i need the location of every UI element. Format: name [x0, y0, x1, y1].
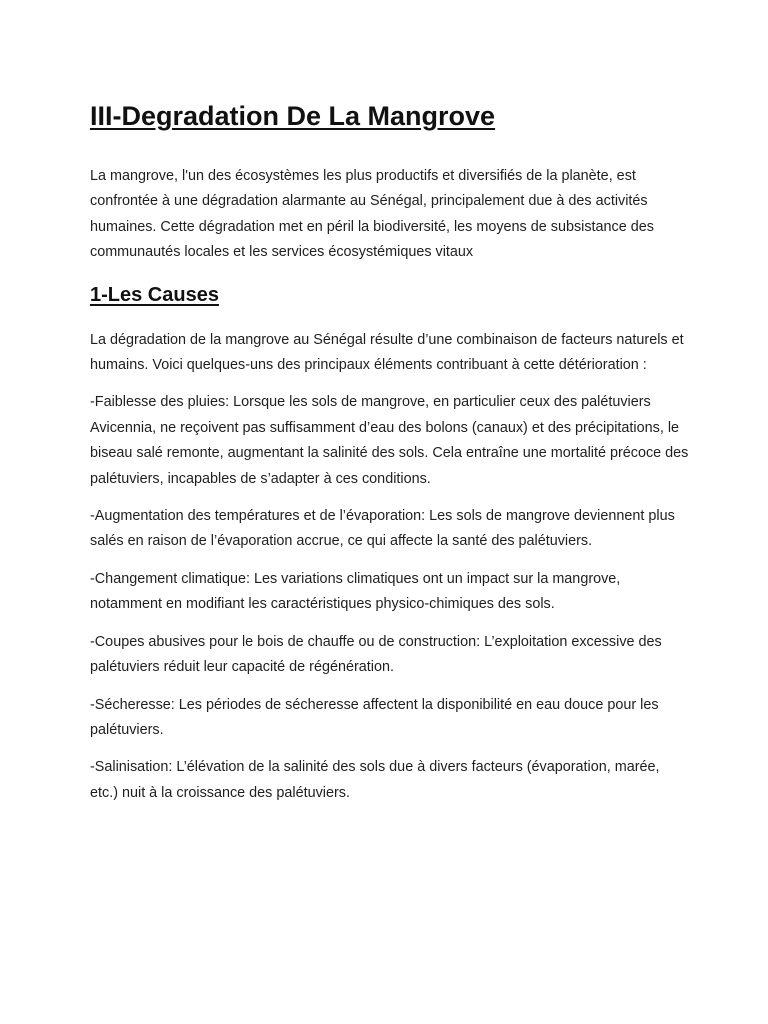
cause-rainfall-paragraph: -Faiblesse des pluies: Lorsque les sols de mangrove, en particulier ceux des palétuviers Avicennia, ne reçoivent pas suffisamment d’eau des bolons (canaux) et des précipitations, le biseau salé remonte, augmentant la salinité des sols. Cela entraîne une mortalité précoce des palétuviers, incapables de s’adapter à ces conditions.	[90, 394, 689, 487]
document-page	[90, 96, 690, 818]
cause-temperature-paragraph: -Augmentation des températures et de l’évaporation: Les sols de mangrove deviennent plus salés en raison de l’évaporation accrue, ce qui affecte la santé des palétuviers.	[90, 508, 675, 550]
cause-drought-paragraph: -Sécheresse: Les périodes de sécheresse affectent la disponibilité en eau douce pour les palétuviers.	[90, 696, 659, 738]
section-heading-causes: 1-Les Causes	[90, 283, 219, 306]
causes-intro-paragraph: La dégradation de la mangrove au Sénégal résulte d’une combinaison de facteurs naturels et humains. Voici quelques-uns des principaux éléments contribuant à cette détérioration :	[90, 331, 684, 374]
document-title: III-Degradation De La Mangrove	[90, 101, 496, 131]
cause-salinization-paragraph: -Salinisation: L’élévation de la salinité des sols due à divers facteurs (évaporation, marée, etc.) nuit à la croissance des palétuviers.	[90, 759, 660, 801]
cause-logging-paragraph: -Coupes abusives pour le bois de chauffe ou de construction: L’exploitation excessive des palétuviers réduit leur capacité de régénération.	[90, 633, 662, 676]
cause-climate-change-paragraph: -Changement climatique: Les variations climatiques ont un impact sur la mangrove, notamment en modifiant les caractéristiques physico-chimiques des sols.	[90, 570, 621, 613]
intro-paragraph: La mangrove, l'un des écosystèmes les plus productifs et diversifiés de la planète, est confrontée à une dégradation alarmante au Sénégal, principalement due à des activités humaines. Cette dégradation met en péril la biodiversité, les moyens de subsistance des communautés locales et les services écosystémiques vitaux	[90, 168, 654, 261]
